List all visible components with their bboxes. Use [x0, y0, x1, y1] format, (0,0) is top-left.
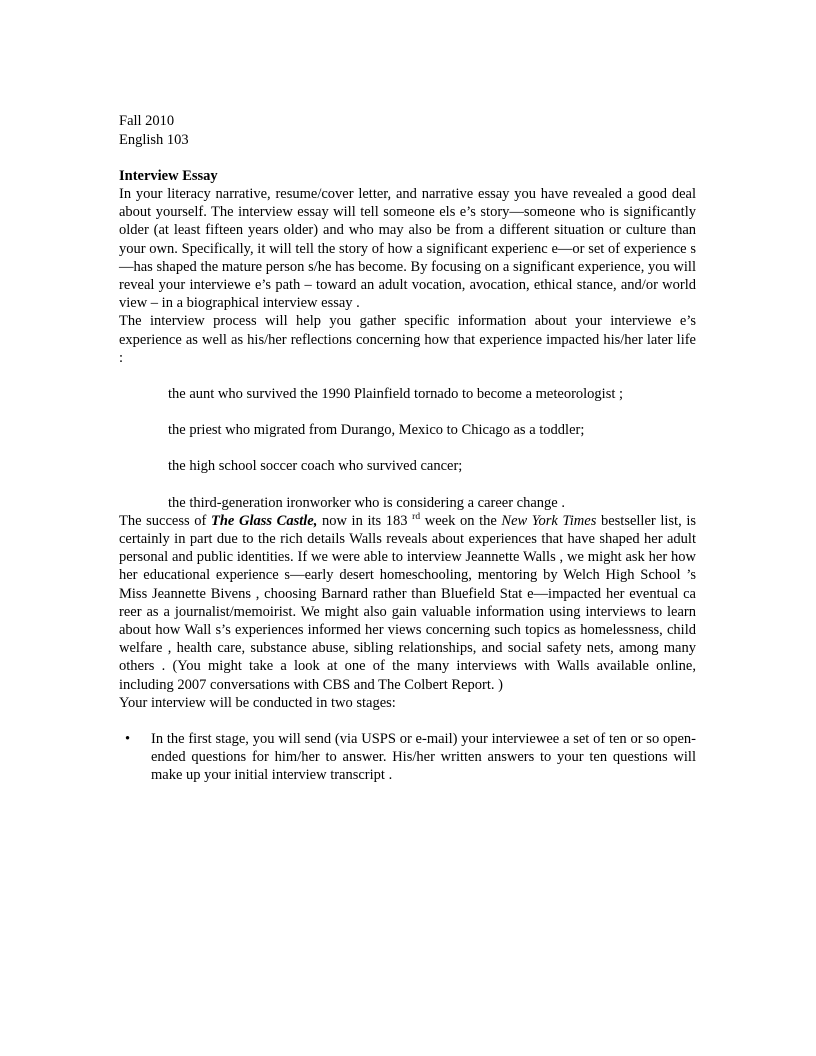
bullet-item-text: In the first stage, you will send (via USPS or e-mail) your interviewee a set of ten or so open-ended questions for him/her to answer. His/her written answers to your ten questions will make up your initial interview transcript . [151, 731, 696, 784]
bullet-list-item [125, 730, 696, 785]
par3-after-ordinal: week on the [420, 512, 502, 529]
book-title: The Glass Castle, [211, 512, 318, 529]
newspaper-title: New York Times [501, 512, 597, 529]
document-body [119, 112, 696, 785]
bullet-marker-icon: • [125, 731, 131, 748]
paragraph-glass-castle [119, 512, 696, 694]
paragraph-interview-process: The interview process will help you gather specific information about your interviewe e’s experience as well as his/her reflections concerning how that experience impacted his/her later life : [119, 313, 696, 366]
ordinal-suffix: rd [412, 512, 421, 523]
par3-lead: The success of [119, 512, 211, 529]
course-line: English 103 [119, 131, 189, 148]
example-item: the priest who migrated from Durango, Mexico to Chicago as a toddler; [168, 422, 585, 439]
paragraph-overview: In your literacy narrative, resume/cover letter, and narrative essay you have revealed a good deal about yourself. The interview essay will tell someone els e’s story—someone who is significantly older (at least fifteen years older) and who may also be from a different situation or culture than your own. Specifically, it will tell the story of how a significant experienc e—or set of experience s—has shaped the mature person s/he has become. By focusing on a significant experience, you will reveal your interviewe e’s path – toward an adult vocation, avocation, ethical stance, and/or world view – in a biographical interview essay . [119, 186, 696, 312]
term-line: Fall 2010 [119, 113, 175, 129]
paragraph-two-stages: Your interview will be conducted in two stages: [119, 694, 396, 711]
example-item: the third-generation ironworker who is considering a career change . [168, 494, 565, 511]
example-item: the aunt who survived the 1990 Plainfield tornado to become a meteorologist ; [168, 386, 624, 403]
example-item: the high school soccer coach who survived cancer; [168, 458, 463, 475]
par3-remainder: bestseller list, is certainly in part due to the rich details Walls reveals about experiences that have shaped her adult personal and public identities. If we were able to interview Jeannette Walls , we might ask her how her educational experience s—early desert homeschooling, mentoring by Welch High School ’s Miss Jeannette Bivens , choosing Barnard rather than Bluefield Stat e—impacted her eventual ca reer as a journalist/memoirist. We might also gain valuable information using interviews to learn about how Wall s’s experiences informed her views concerning such topics as homelessness, child welfare , health care, substance abuse, sibling relationships, and social safety nets, among many others . (You might take a look at one of the many interviews with Walls available online, including 2007 conversations with CBS and The Colbert Report. ) [119, 512, 697, 693]
par3-after-title: now in its 183 [317, 512, 413, 529]
page-title: Interview Essay [119, 168, 218, 184]
